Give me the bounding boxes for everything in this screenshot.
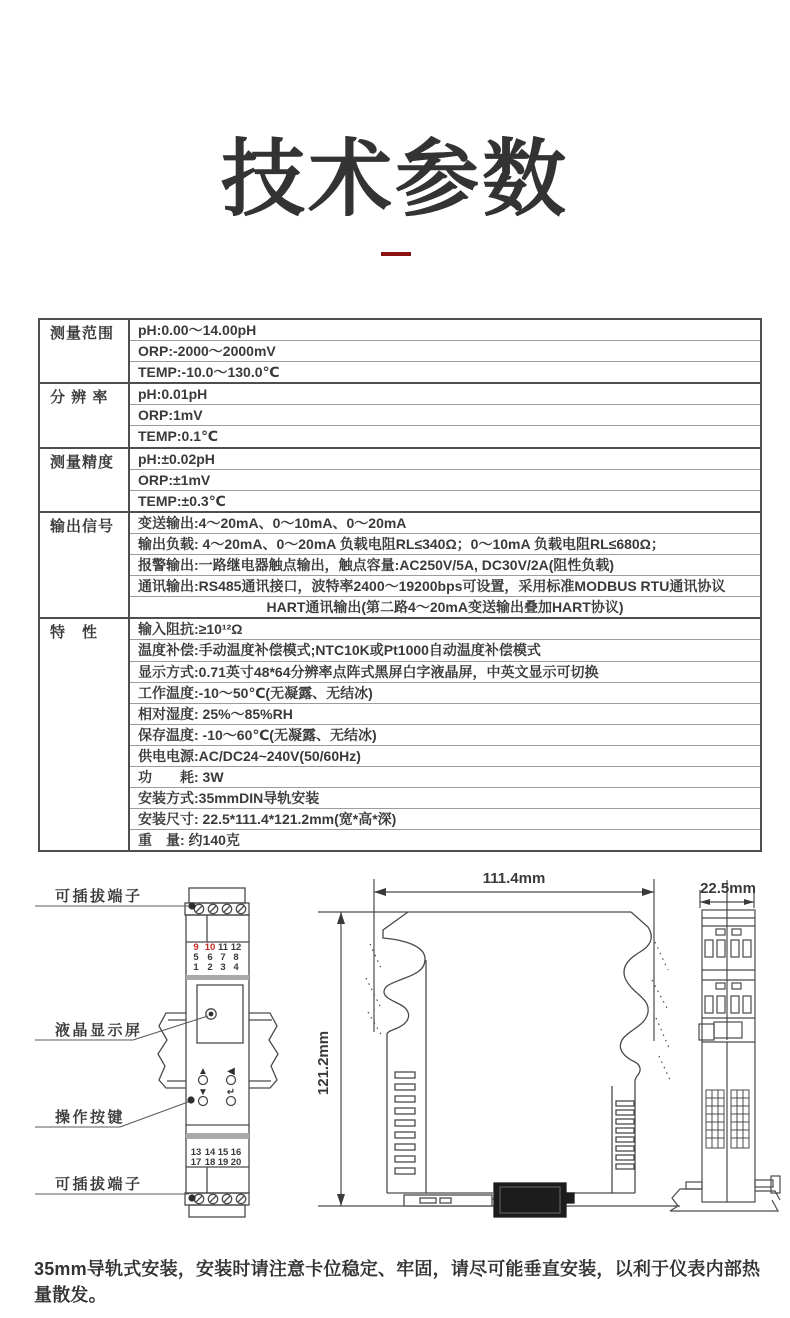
group-label: 特 性: [40, 619, 130, 850]
table-row: 保存温度: -10～60℃(无凝露、无结冰): [130, 725, 760, 746]
label-pluggable-terminal-top: 可插拔端子: [55, 888, 143, 905]
bottom-terminal-screws: [194, 1194, 245, 1203]
table-group-output: [40, 513, 760, 619]
table-row: 变送输出:4～20mA、0～10mA、0～20mA: [130, 513, 760, 534]
table-row: 输出负载: 4～20mA、0～20mA 负载电阻RL≤340Ω；0～10mA 负载电阻RL≤680Ω；: [130, 534, 760, 555]
label-operation-buttons: 操作按键: [55, 1109, 126, 1126]
label-pluggable-terminal-bottom: 可插拔端子: [55, 1176, 143, 1193]
group-label: 测量范围: [40, 320, 130, 382]
terminal-number: 4: [233, 962, 239, 973]
table-row: 功 耗: 3W: [130, 767, 760, 788]
terminal-number: 8: [233, 952, 239, 963]
din-rail-top-view: [670, 1176, 780, 1211]
height-dimension: [318, 912, 680, 1206]
din-latch: [404, 1195, 496, 1206]
vent-grid-right: [731, 1090, 749, 1148]
terminal-number: 17: [190, 1157, 202, 1168]
gray-band-top: [186, 975, 249, 980]
table-row: TEMP:±0.3℃: [138, 492, 226, 509]
terminal-number: 16: [230, 1147, 242, 1158]
vent-slots-right: [616, 1101, 634, 1169]
table-row: 安装方式:35mmDIN导轨安装: [130, 788, 760, 809]
width-dim-label: 111.4mm: [482, 870, 546, 887]
title-accent-dash: [381, 252, 411, 256]
group-label: 输出信号: [40, 513, 130, 617]
top-view: [670, 880, 780, 1211]
table-row: pH:0.01pH: [130, 384, 760, 405]
terminal-number: 1: [193, 962, 199, 973]
terminal-number: 10: [204, 942, 216, 953]
up-arrow-icon: ▲: [198, 1066, 208, 1077]
enter-icon: ↵: [226, 1087, 236, 1098]
front-view: [35, 888, 278, 1217]
bottom-cap: [189, 1205, 245, 1217]
terminal-number: 20: [230, 1157, 242, 1168]
table-row: TEMP:-10.0～130.0℃: [138, 364, 280, 381]
table-row: 重 量: 约140克: [138, 832, 240, 849]
terminal-number: 7: [220, 952, 226, 963]
table-row: ORP:-2000～2000mV: [130, 341, 760, 362]
terminal-number: 18: [204, 1157, 216, 1168]
table-row: 显示方式:0.71英寸48*64分辨率点阵式黑屏白字液晶屏，中英文显示可切换: [130, 662, 760, 683]
diagrams-svg: [0, 858, 790, 1233]
terminal-number: 11: [217, 942, 229, 953]
table-row: 供电电源:AC/DC24~240V(50/60Hz): [130, 746, 760, 767]
button-glyphs: [198, 1066, 235, 1098]
table-group-accuracy: [40, 449, 760, 513]
table-row: 安装尺寸: 22.5*111.4*121.2mm(宽*高*深): [130, 809, 760, 830]
terminal-number: 13: [190, 1147, 202, 1158]
terminal-number: 2: [207, 962, 213, 973]
enclosure-outline: [374, 912, 651, 1193]
table-row: ORP:±1mV: [130, 470, 760, 491]
group-label: 测量精度: [40, 449, 130, 511]
installation-note: 35mm导轨式安装，安装时请注意卡位稳定、牢固，请尽可能垂直安装，以利于仪表内部热量散发。: [34, 1259, 761, 1305]
side-view: [318, 879, 680, 1217]
width-dimension: [374, 879, 654, 1041]
left-arrow-icon: ◀: [227, 1066, 235, 1077]
table-row: ORP:1mV: [130, 405, 760, 426]
table-row: 报警输出:一路继电器触点输出，触点容量:AC250V/5A, DC30V/2A(阻性负载): [130, 555, 760, 576]
table-row: HART通讯输出(第二路4～20mA变送输出叠加HART协议): [266, 599, 624, 616]
table-group-features: [40, 619, 760, 850]
height-dim-label: 121.2mm: [315, 1030, 332, 1096]
terminal-number: 12: [230, 942, 242, 953]
terminal-number: 19: [217, 1157, 229, 1168]
top-terminal-screws: [194, 904, 245, 913]
dimension-diagrams: [0, 858, 790, 1233]
top-terminal-numbers: [193, 942, 241, 973]
table-row: TEMP:0.1℃: [138, 428, 218, 445]
depth-dim-label: 22.5mm: [700, 880, 756, 897]
dotted-lines: [366, 942, 671, 1082]
bottom-terminal-numbers: [191, 1147, 242, 1168]
table-row: 通讯输出:RS485通讯接口，波特率2400～19200bps可设置，采用标准MODBUS RTU通讯协议: [130, 576, 760, 597]
label-lcd-screen: 液晶显示屏: [55, 1022, 143, 1039]
vent-grid-left: [706, 1090, 724, 1148]
table-row: 相对湿度: 25%～85%RH: [130, 704, 760, 725]
terminal-number: 14: [204, 1147, 216, 1158]
down-arrow-icon: ▼: [198, 1087, 208, 1098]
din-clip-block: [494, 1183, 574, 1217]
table-group-range: [40, 320, 760, 384]
lcd-screen: [197, 985, 243, 1043]
terminal-number: 9: [193, 942, 199, 953]
table-row: 输入阻抗:≥10¹²Ω: [130, 619, 760, 640]
terminal-number: 15: [217, 1147, 229, 1158]
depth-dimension: [700, 880, 754, 1040]
spec-table: [38, 318, 762, 852]
table-row: pH:±0.02pH: [130, 449, 760, 470]
terminal-number: 6: [207, 952, 213, 963]
vent-slots-left: [395, 1072, 415, 1174]
side-view-labels: [315, 870, 545, 1095]
table-group-resolution: [40, 384, 760, 448]
terminal-number: 3: [220, 962, 226, 973]
gray-band-bottom: [186, 1133, 249, 1139]
din-rail-front: [158, 1013, 278, 1088]
top-cap: [189, 888, 245, 903]
leader-lines: [35, 902, 208, 1201]
table-row: 工作温度:-10～50℃(无凝露、无结冰): [130, 683, 760, 704]
table-row: 温度补偿:手动温度补偿模式;NTC10K或Pt1000自动温度补偿模式: [130, 640, 760, 661]
terminal-number: 5: [193, 952, 199, 963]
table-row: pH:0.00～14.00pH: [130, 320, 760, 341]
group-label: 分 辨 率: [40, 384, 130, 446]
page-title: 技术参数: [220, 132, 569, 226]
